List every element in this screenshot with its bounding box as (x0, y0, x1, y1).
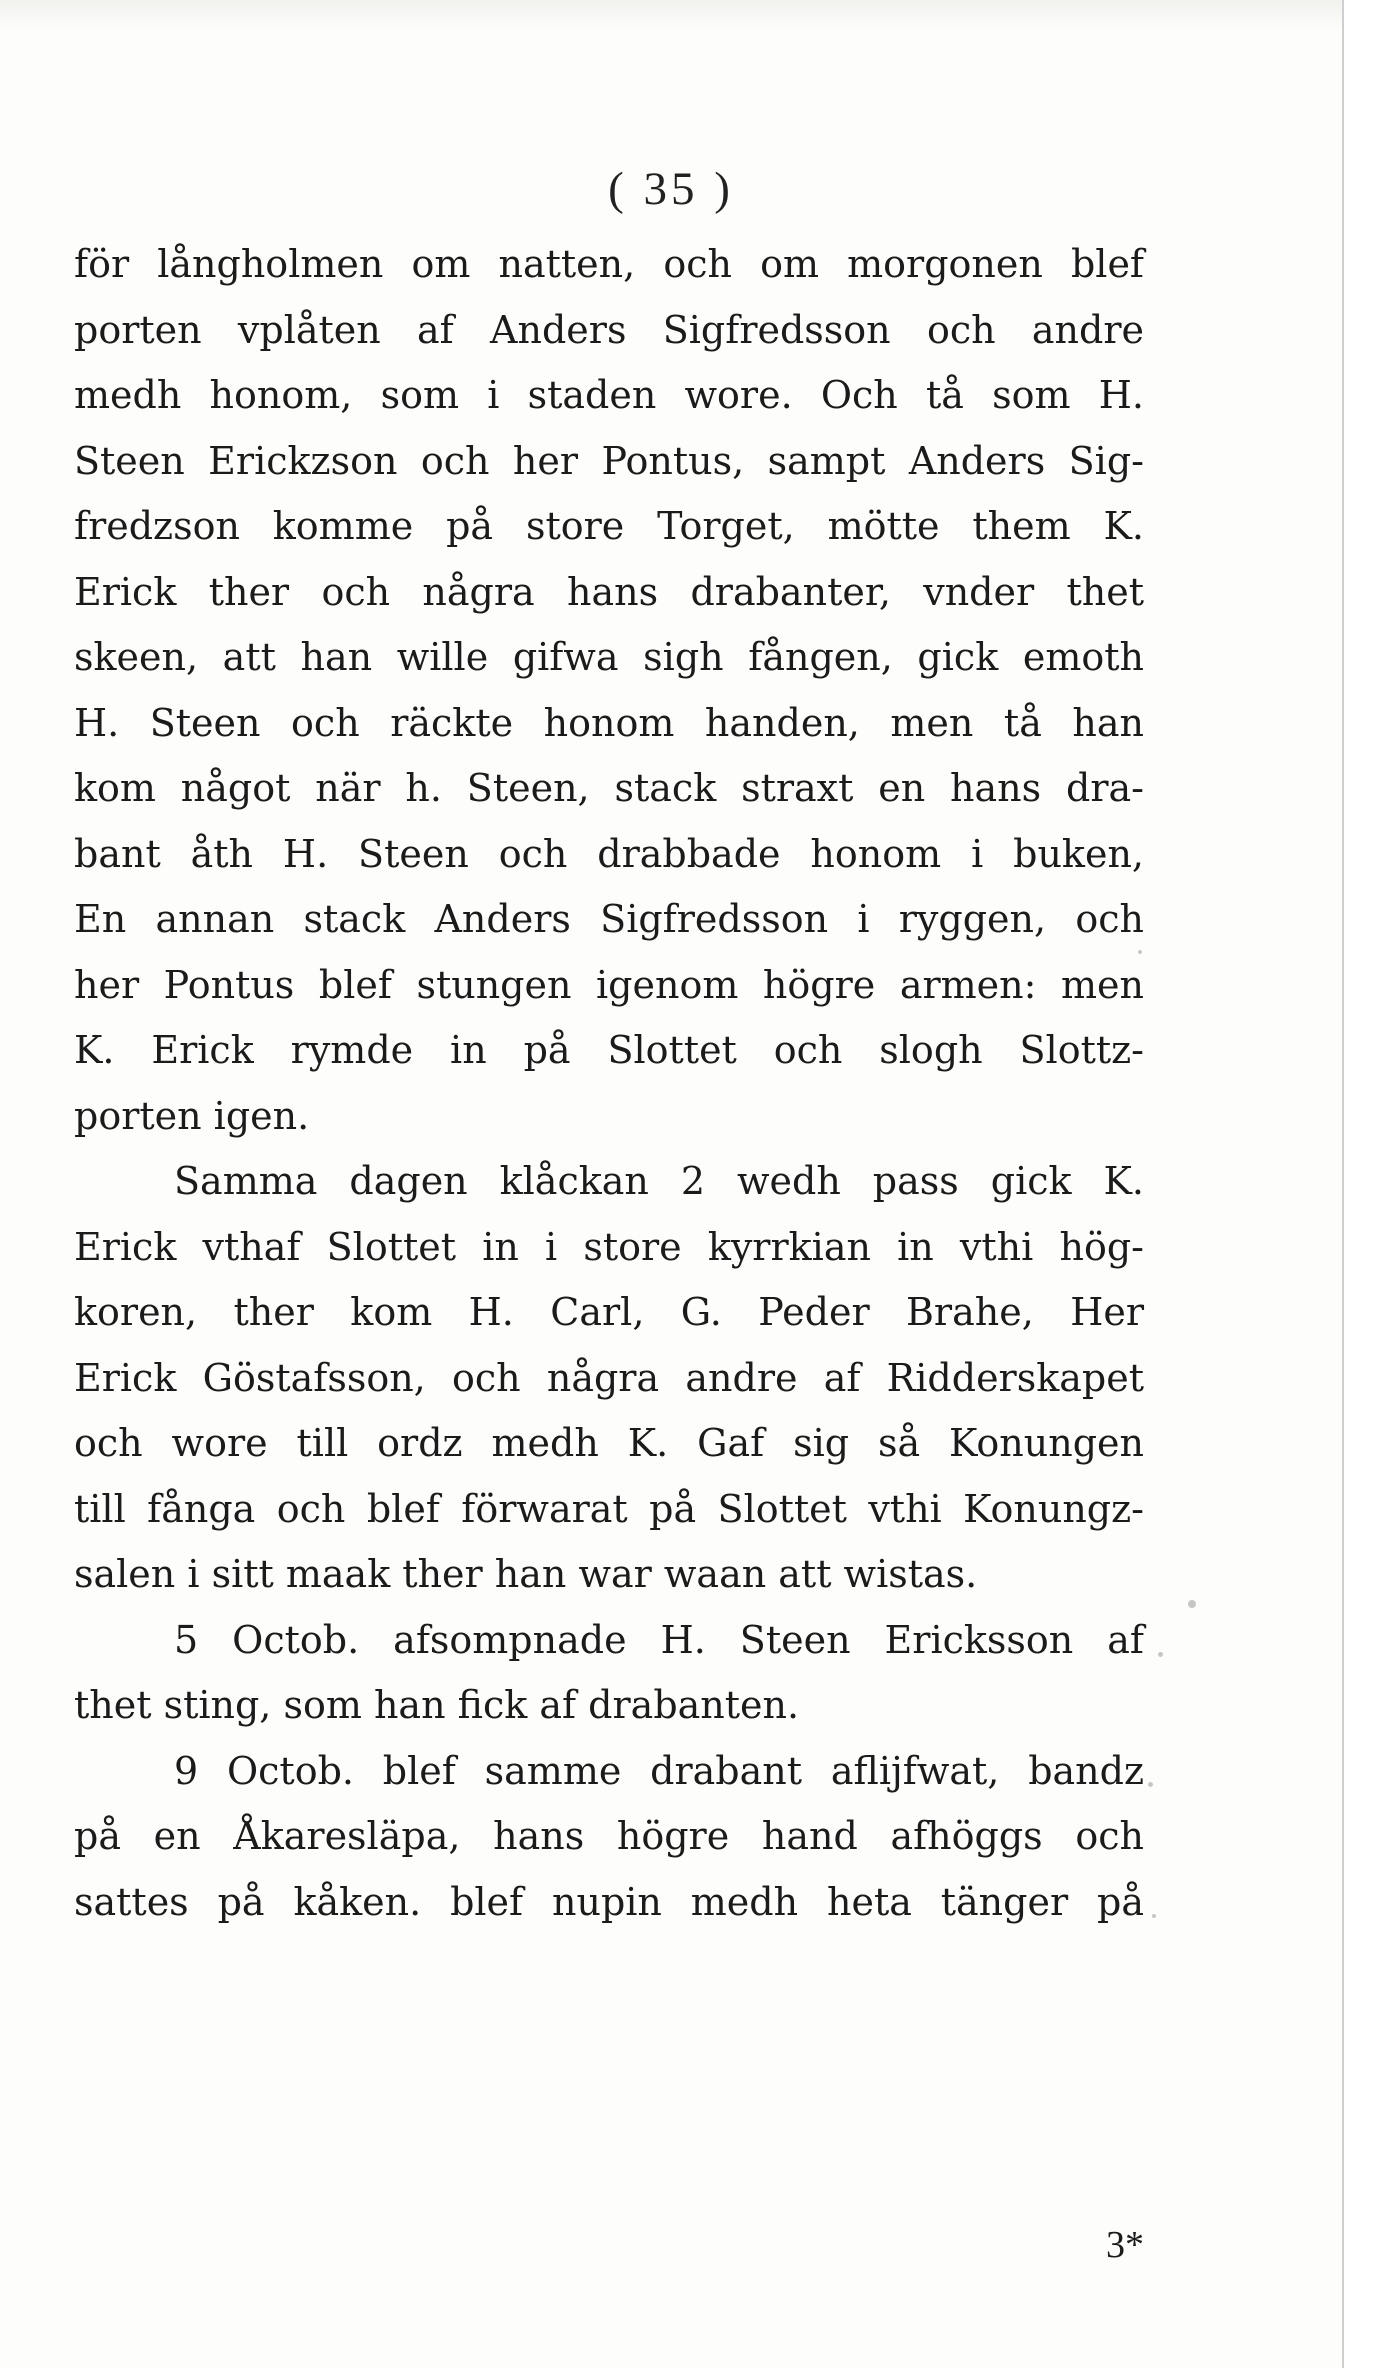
text-line: för långholmen om natten, och om morgonen blef (74, 242, 1144, 286)
scan-speck (1188, 1600, 1196, 1608)
text-line: och wore till ordz medh K. Gaf sig så Konungen (74, 1421, 1144, 1465)
paragraph-start-line: 5 Octob. afsompnade H. Steen Ericksson af (174, 1617, 1144, 1662)
text-line: skeen, att han wille gifwa sigh fången, gick emoth (74, 635, 1144, 679)
page-number-header: ( 35 ) (608, 163, 734, 215)
page-body-text (74, 232, 1144, 2266)
text-line: H. Steen och räckte honom handen, men tå han (74, 700, 1144, 745)
text-line: sattes på kåken. blef nupin medh heta tänger på (74, 1879, 1144, 1924)
scan-margin (1342, 0, 1400, 2368)
scan-speck (1138, 950, 1142, 954)
text-line: porten vplåten af Anders Sigfredsson och andre (74, 307, 1144, 352)
scan-speck (1158, 1652, 1163, 1657)
text-line: Erick Göstafsson, och några andre af Ridderskapet (74, 1355, 1144, 1400)
text-line: salen i sitt maak ther han war waan att wistas. (74, 1552, 978, 1596)
paragraph-start-line: 9 Octob. blef samme drabant aflijfwat, bandz (174, 1748, 1144, 1793)
text-line: kom något när h. Steen, stack straxt en hans dra- (74, 766, 1144, 810)
text-line: på en Åkaresläpa, hans högre hand afhöggs och (74, 1814, 1144, 1858)
text-line: Erick vthaf Slottet in i store kyrrkian in vthi hög- (74, 1224, 1144, 1269)
text-line: Steen Erickzson och her Pontus, sampt Anders Sig- (74, 438, 1144, 483)
text-line: medh honom, som i staden wore. Och tå som H. (74, 373, 1144, 417)
scan-speck (1152, 1914, 1156, 1918)
text-line: porten igen. (74, 1093, 310, 1138)
signature-mark: 3* (1106, 2224, 1144, 2266)
text-line: koren, ther kom H. Carl, G. Peder Brahe, Her (74, 1290, 1144, 1334)
text-line: En annan stack Anders Sigfredsson i ryggen, och (74, 897, 1144, 941)
text-line: till fånga och blef förwarat på Slottet vthi Konungz- (74, 1486, 1144, 1531)
text-line: her Pontus blef stungen igenom högre armen: men (74, 962, 1144, 1007)
page-shadow (0, 0, 1342, 30)
text-line: fredzson komme på store Torget, mötte them K. (74, 504, 1144, 548)
paragraph-start-line: Samma dagen klåckan 2 wedh pass gick K. (174, 1159, 1144, 1203)
text-line: thet sting, som han fick af drabanten. (74, 1683, 800, 1727)
text-line: K. Erick rymde in på Slottet och slogh Slottz- (74, 1028, 1144, 1072)
text-line: bant åth H. Steen och drabbade honom i buken, (74, 831, 1144, 876)
scan-speck (1148, 1782, 1153, 1787)
text-line: Erick ther och några hans drabanter, vnder thet (74, 569, 1144, 614)
